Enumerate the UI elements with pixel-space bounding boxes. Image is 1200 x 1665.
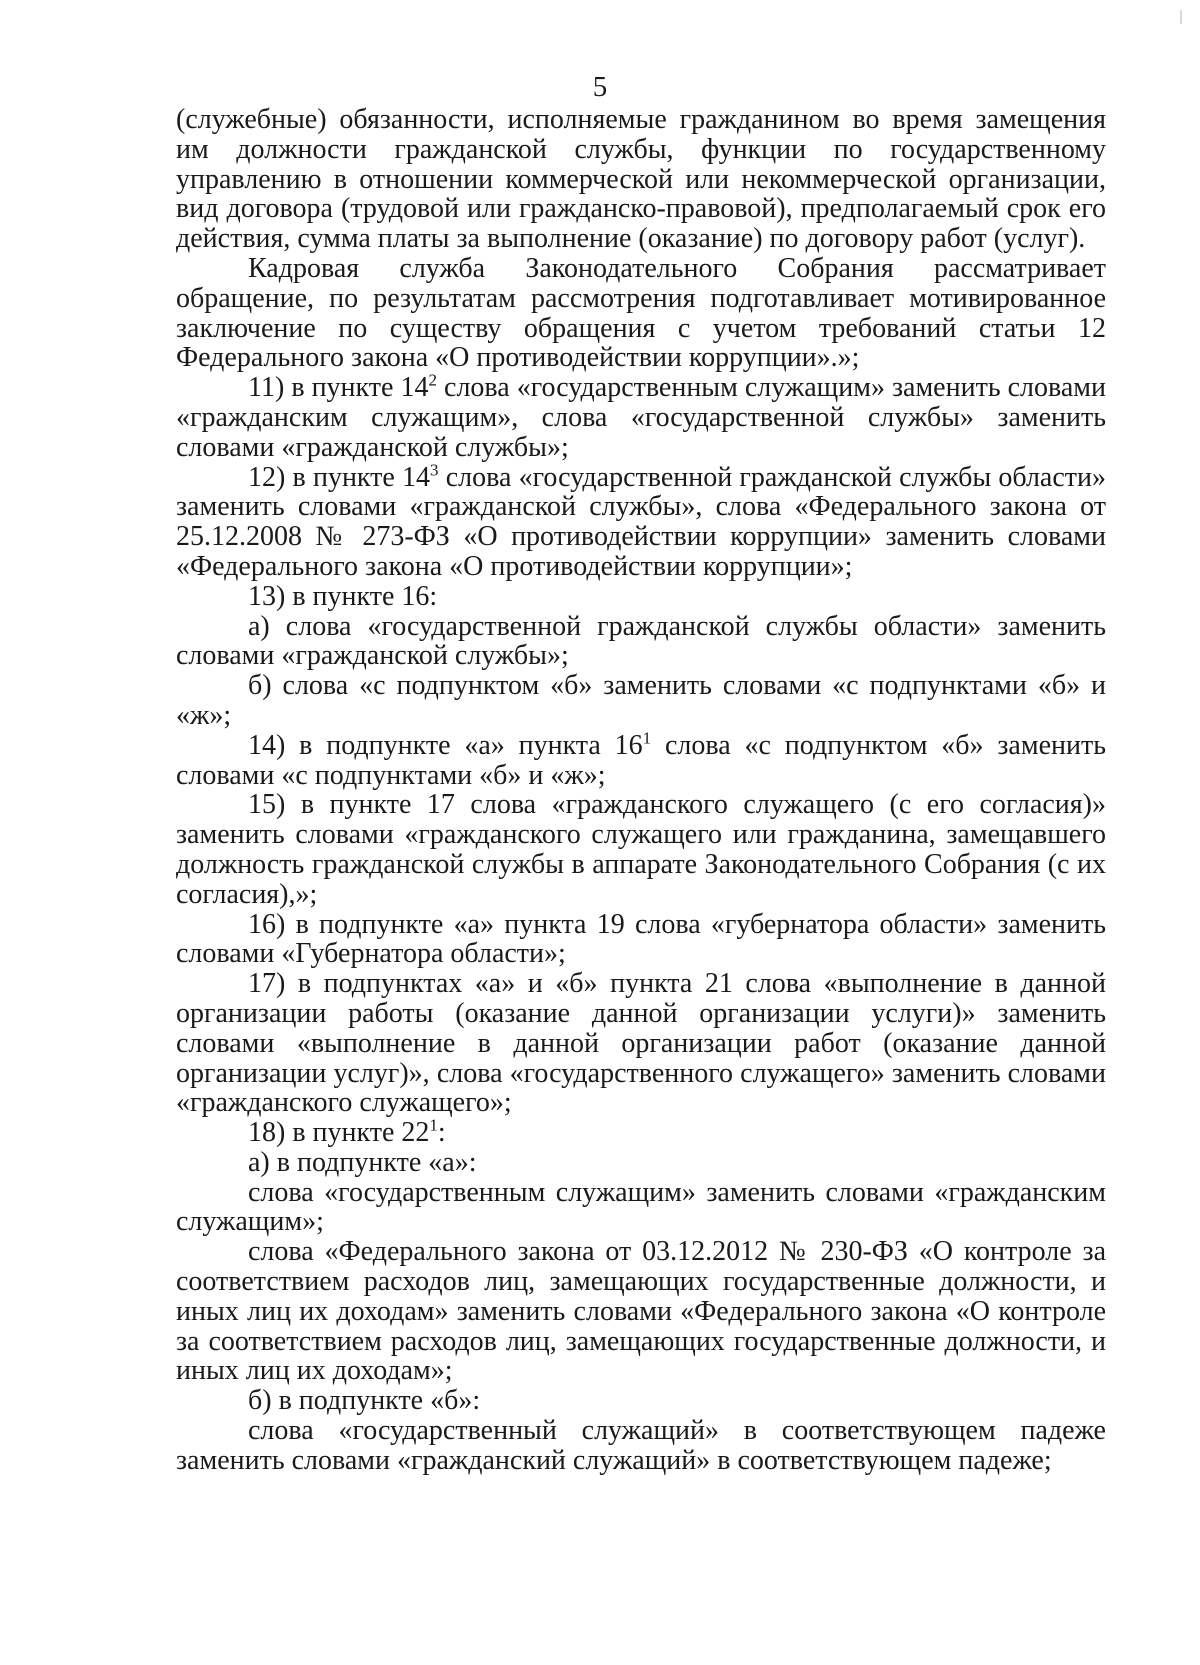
page-number: 5 <box>592 71 608 103</box>
paragraph-text: слова «государственным служащим» заменить словами «гражданским служащим»; <box>176 1176 1106 1238</box>
paragraph <box>176 1178 1106 1238</box>
paragraph-text: (служебные) обязанности, исполняемые гражданином во время замещения им должности гражданской службы, функции по государственному управлению в отношении коммерческой или некоммерческой организации, вид договора (трудовой или гражданско-правовой), предполагаемый срок его действия, сумма платы за выполнение (оказание) по договору работ (услуг). <box>176 104 1106 255</box>
paragraph <box>176 910 1106 970</box>
paragraph <box>176 370 1107 463</box>
paragraph-text: 12) в пункте 14 <box>248 461 431 493</box>
paragraph-text: слова «Федерального закона от 03.12.2012 № 230-ФЗ «О контроле за соответствием расходов лиц, замещающих государственные должности, и иных лиц их доходам» заменить словами «Федерального закона «О контроле за соответствием расходов лиц, замещающих государственные должности, и иных лиц их доходам»; <box>176 1236 1106 1387</box>
paragraph-text: 18) в пункте 22 <box>248 1117 430 1149</box>
paragraph <box>176 671 1106 731</box>
paragraph-text: а) слова «государственной гражданской службы области» заменить словами «гражданской службы»; <box>176 610 1106 672</box>
paragraph <box>176 460 1106 582</box>
paragraph-text: Кадровая служба Законодательного Собрания рассматривает обращение, по результатам рассмотрения подготавливает мотивированное заключение по существу обращения с учетом требований статьи 12 Федерального закона «О противодействии коррупции».»; <box>176 252 1106 374</box>
scan-edge-mark <box>1180 10 1182 24</box>
paragraph-text: б) в подпункте «б»: <box>248 1385 481 1417</box>
paragraph <box>176 1237 1106 1386</box>
paragraph <box>176 582 1106 612</box>
paragraph-text: слова «с подпунктом «б» заменить словами «с подпунктами «б» и «ж»; <box>176 729 1106 791</box>
paragraph-text: 14) в подпункте «а» пункта 16 <box>248 729 643 761</box>
paragraph-text: а) в подпункте «а»: <box>248 1146 477 1178</box>
paragraph <box>176 1148 1106 1178</box>
paragraph <box>176 1386 1106 1416</box>
superscript-index: 1 <box>642 728 652 748</box>
paragraph <box>176 969 1106 1118</box>
superscript-index: 1 <box>429 1115 438 1135</box>
paragraph <box>176 728 1106 791</box>
paragraph-text: 11) в пункте 14 <box>248 372 429 404</box>
superscript-index: 2 <box>428 370 437 390</box>
document-body <box>176 105 1106 1476</box>
paragraph-text: : <box>437 1117 446 1149</box>
paragraph <box>176 790 1106 909</box>
paragraph <box>176 1115 1106 1149</box>
paragraph-text: 13) в пункте 16: <box>248 580 438 612</box>
paragraph <box>176 105 1106 254</box>
paragraph <box>176 612 1106 672</box>
paragraph-text: 16) в подпункте «а» пункта 19 слова «губернатора области» заменить словами «Губернатора области»; <box>176 908 1106 970</box>
superscript-index: 3 <box>430 460 439 480</box>
paragraph-text: слова «государственной гражданской службы области» заменить словами «гражданской службы», слова «Федерального закона от 25.12.2008 № 273-ФЗ «О противодействии коррупции» заменить словами «Федерального закона «О противодействии коррупции»; <box>176 461 1106 582</box>
paragraph <box>176 1416 1106 1476</box>
paragraph-text: 15) в пункте 17 слова «гражданского служащего (с его согласия)» заменить словами «гражданского служащего или гражданина, замещавшего должность гражданской службы в аппарате Законодательного Собрания (с их согласия),»; <box>176 789 1106 910</box>
paragraph-text: б) слова «с подпунктом «б» заменить словами «с подпунктами «б» и «ж»; <box>176 670 1106 731</box>
paragraph-text: слова «государственным служащим» заменить словами «гражданским служащим», слова «государственной службы» заменить словами «гражданской службы»; <box>176 372 1107 463</box>
paragraph-text: 17) в подпунктах «а» и «б» пункта 21 слова «выполнение в данной организации работы (оказание данной организации услуги)» заменить словами «выполнение в данной организации работ (оказание данной организации услуг)», слова «государственного служащего» заменить словами «гражданского служащего»; <box>176 968 1106 1119</box>
paragraph-text: слова «государственный служащий» в соответствующем падеже заменить словами «гражданский служащий» в соответствующем падеже; <box>176 1415 1106 1476</box>
paragraph <box>176 254 1106 373</box>
